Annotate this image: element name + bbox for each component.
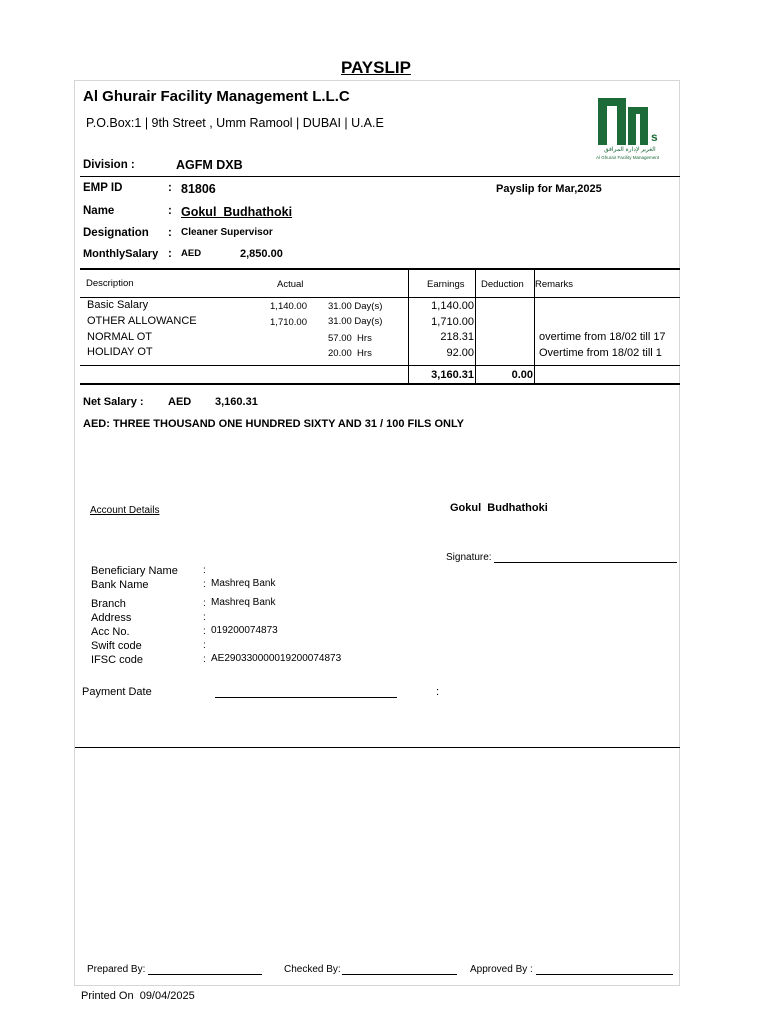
row-remarks: overtime from 18/02 till 17 bbox=[539, 331, 666, 343]
name-label: Name bbox=[83, 205, 115, 217]
total-deduction: 0.00 bbox=[511, 369, 533, 381]
division-value: AGFM DXB bbox=[176, 158, 243, 172]
account-field-label: Branch bbox=[91, 598, 126, 610]
row-description: Basic Salary bbox=[87, 299, 149, 311]
table-header-border bbox=[80, 297, 680, 298]
account-details-title: Account Details bbox=[90, 505, 160, 516]
net-salary-in-words: AED: THREE THOUSAND ONE HUNDRED SIXTY AND 31 / 100 FILS ONLY bbox=[83, 418, 464, 430]
row-earnings: 1,140.00 bbox=[431, 300, 474, 312]
account-field-label: Bank Name bbox=[91, 579, 149, 591]
net-salary-label: Net Salary : bbox=[83, 396, 144, 408]
net-salary-currency: AED bbox=[168, 396, 192, 408]
checked-by-line bbox=[342, 974, 457, 975]
prepared-by-label: Prepared By: bbox=[87, 964, 146, 975]
emp-id-value: 81806 bbox=[181, 182, 216, 196]
monthly-salary-label: MonthlySalary bbox=[83, 248, 159, 260]
emp-id-label: EMP ID bbox=[83, 182, 123, 194]
header-description: Description bbox=[86, 278, 134, 289]
account-field-value: Mashreq Bank bbox=[211, 597, 276, 608]
table-body-border bbox=[80, 365, 680, 366]
header-deduction: Deduction bbox=[481, 279, 524, 290]
account-field-value: AE290330000019200074873 bbox=[211, 653, 342, 664]
divider bbox=[80, 176, 680, 177]
total-earnings: 3,160.31 bbox=[431, 369, 474, 381]
designation-label: Designation bbox=[83, 227, 149, 239]
column-divider bbox=[408, 269, 409, 383]
account-field-label: Acc No. bbox=[91, 626, 130, 638]
row-earnings: 218.31 bbox=[440, 331, 474, 343]
monthly-salary-value: 2,850.00 bbox=[240, 248, 283, 260]
payslip-frame bbox=[74, 80, 680, 986]
company-address: P.O.Box:1 | 9th Street , Umm Ramool | DUBAI | U.A.E bbox=[86, 116, 384, 130]
payslip-period: Payslip for Mar,2025 bbox=[496, 183, 602, 195]
column-divider bbox=[475, 269, 476, 383]
payment-date-line bbox=[215, 697, 397, 698]
account-field-value: 019200074873 bbox=[211, 625, 278, 636]
account-employee-name: Gokul Budhathoki bbox=[450, 502, 548, 514]
signature-label: Signature: bbox=[446, 552, 492, 563]
row-description: OTHER ALLOWANCE bbox=[87, 315, 197, 327]
printed-on: Printed On 09/04/2025 bbox=[81, 990, 195, 1002]
designation-value: Cleaner Supervisor bbox=[181, 227, 273, 238]
row-remarks: Overtime from 18/02 till 1 bbox=[539, 347, 662, 359]
account-field-label: Swift code bbox=[91, 640, 142, 652]
account-field-value: Mashreq Bank bbox=[211, 578, 276, 589]
row-quantity: 20.00 Hrs bbox=[328, 348, 372, 359]
document-title: PAYSLIP bbox=[341, 58, 411, 77]
company-name: Al Ghurair Facility Management L.L.C bbox=[83, 88, 350, 105]
row-quantity: 31.00 Day(s) bbox=[328, 316, 383, 327]
account-field-label: IFSC code bbox=[91, 654, 143, 666]
row-earnings: 1,710.00 bbox=[431, 316, 474, 328]
division-label: Division : bbox=[83, 159, 135, 171]
row-description: HOLIDAY OT bbox=[87, 346, 153, 358]
approved-by-label: Approved By : bbox=[470, 964, 533, 975]
row-quantity: 31.00 Day(s) bbox=[328, 301, 383, 312]
logo-english-caption: Al Ghurair Facility Management bbox=[596, 155, 660, 160]
checked-by-label: Checked By: bbox=[284, 964, 341, 975]
header-earnings: Earnings bbox=[427, 279, 465, 290]
section-divider bbox=[75, 747, 680, 748]
company-logo: s الغرير لإدارة المرافق Al Ghurair Facility Management bbox=[592, 95, 672, 165]
table-top-border bbox=[80, 268, 680, 270]
table-bottom-border bbox=[80, 383, 680, 385]
net-salary-amount: 3,160.31 bbox=[215, 396, 258, 408]
row-amount: 1,140.00 bbox=[270, 301, 307, 312]
payment-date-label: Payment Date bbox=[82, 686, 152, 698]
row-amount: 1,710.00 bbox=[270, 317, 307, 328]
row-quantity: 57.00 Hrs bbox=[328, 333, 372, 344]
prepared-by-line bbox=[148, 974, 262, 975]
signature-line bbox=[494, 562, 677, 563]
account-field-label: Beneficiary Name bbox=[91, 565, 178, 577]
logo-arabic-caption: الغرير لإدارة المرافق bbox=[604, 147, 656, 153]
row-earnings: 92.00 bbox=[446, 347, 474, 359]
salary-currency: AED bbox=[181, 248, 202, 259]
approved-by-line bbox=[536, 974, 673, 975]
row-description: NORMAL OT bbox=[87, 331, 152, 343]
header-actual: Actual bbox=[277, 279, 304, 290]
header-remarks: Remarks bbox=[535, 279, 574, 290]
account-field-label: Address bbox=[91, 612, 132, 624]
employee-name: Gokul Budhathoki bbox=[181, 205, 293, 219]
